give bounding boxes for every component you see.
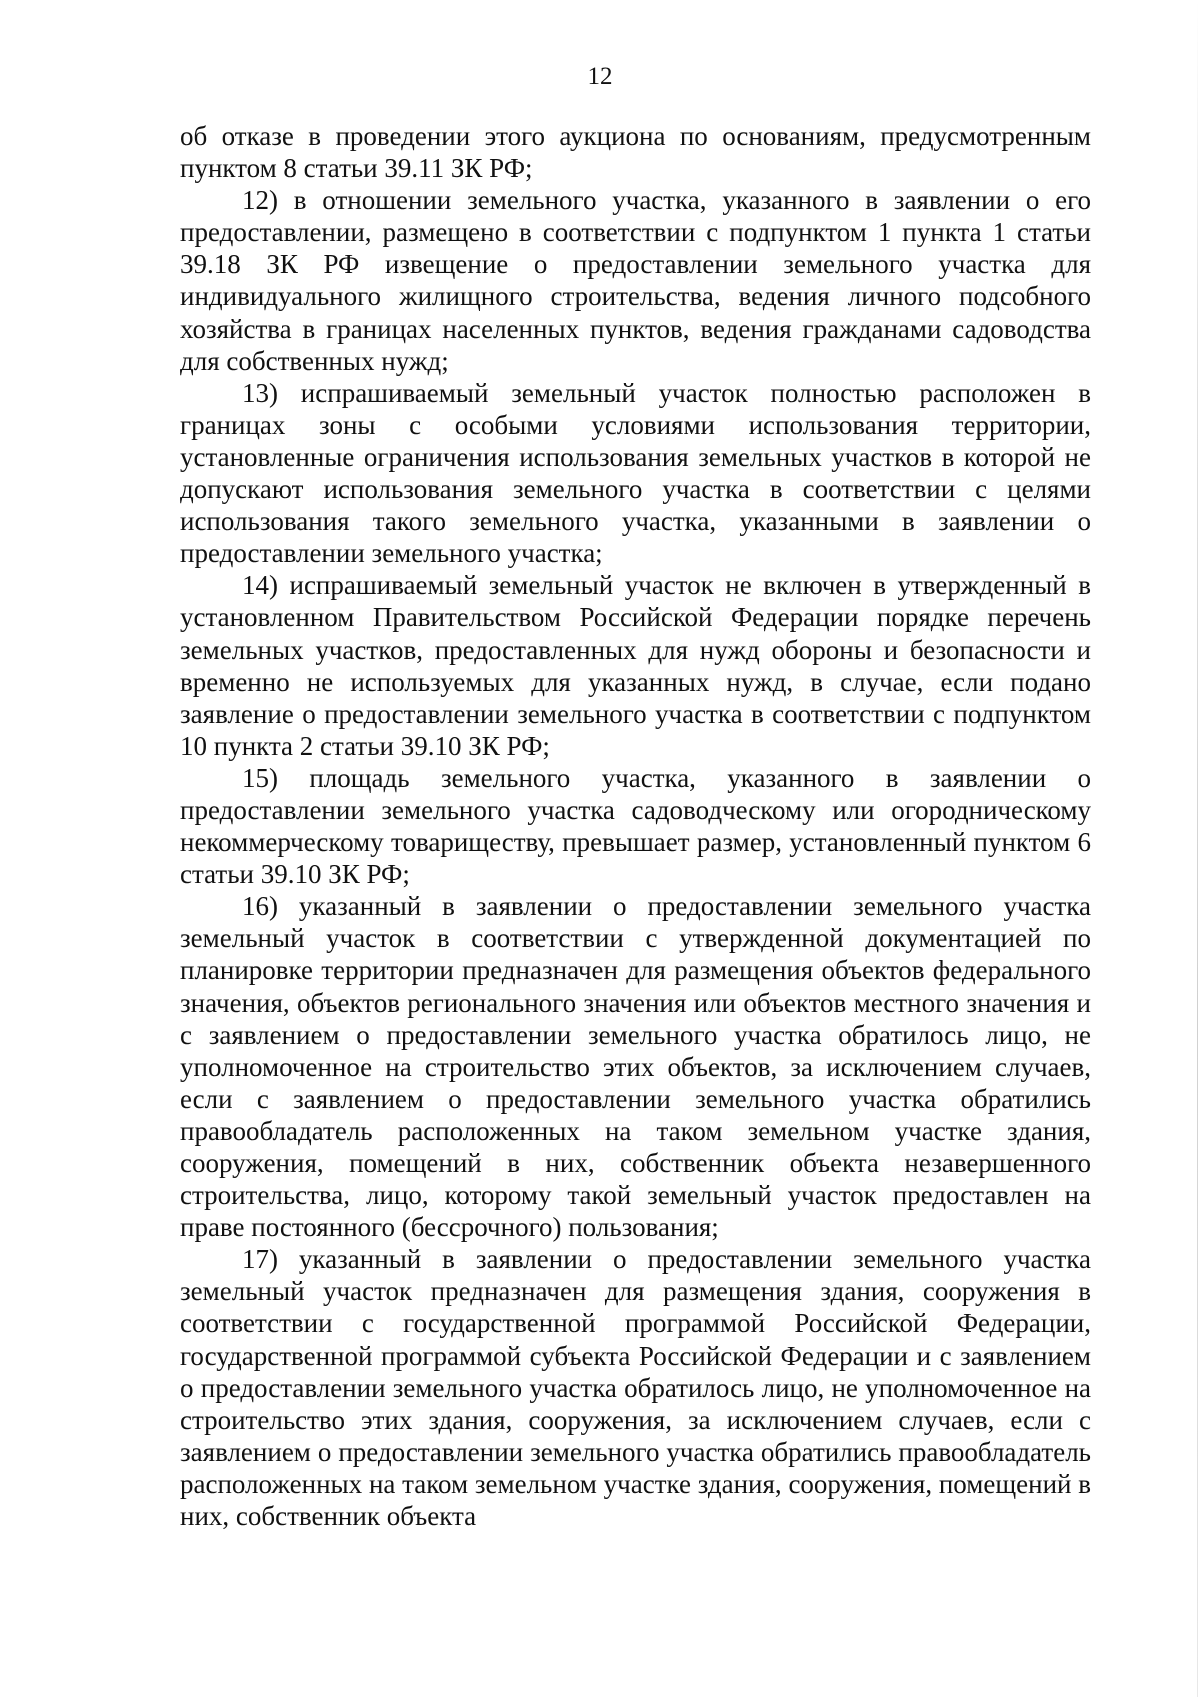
scan-edge-divider [1197,0,1198,1697]
paragraph-item-13: 13) испрашиваемый земельный участок полностью расположен в границах зоны с особыми условиями использования территории, установленные ограничения использования земельных участков в которой не допускают использования земельного участка в соответствии с целями использования такого земельного участка, указанными в заявлении о предоставлении земельного участка; [180,377,1091,569]
paragraph-continuation: об отказе в проведении этого аукциона по основаниям, предусмотренным пунктом 8 статьи 39.11 ЗК РФ; [180,121,1091,184]
page-number: 12 [587,63,613,90]
document-body [180,120,1091,1532]
paragraph-item-16: 16) указанный в заявлении о предоставлении земельного участка земельный участок в соответствии с утвержденной документацией по планировке территории предназначен для размещения объектов федерального значения, объектов регионального значения или объектов местного значения и с заявлением о предоставлении земельного участка обратилось лицо, не уполномоченное на строительство этих объектов, за исключением случаев, если с заявлением о предоставлении земельного участка обратились правообладатель расположенных на таком земельном участке здания, сооружения, помещений в них, собственник объекта незавершенного строительства, лицо, которому такой земельный участок предоставлен на праве постоянного (бессрочного) пользования; [180,891,1091,1243]
paragraph-item-15: 15) площадь земельного участка, указанного в заявлении о предоставлении земельного участка садоводческому или огородническому некоммерческому товариществу, превышает размер, установленный пунктом 6 статьи 39.10 ЗК РФ; [180,762,1091,890]
paragraph-item-14: 14) испрашиваемый земельный участок не включен в утвержденный в установленном Правительством Российской Федерации порядке перечень земельных участков, предоставленных для нужд обороны и безопасности и временно не используемых для указанных нужд, в случае, если подано заявление о предоставлении земельного участка в соответствии с подпунктом 10 пункта 2 статьи 39.10 ЗК РФ; [180,570,1091,761]
paragraph-item-17: 17) указанный в заявлении о предоставлении земельного участка земельный участок предназначен для размещения здания, сооружения в соответствии с государственной программой Российской Федерации, государственной программой субъекта Российской Федерации и с заявлением о предоставлении земельного участка обратилось лицо, не уполномоченное на строительство этих здания, сооружения, за исключением случаев, если с заявлением о предоставлении земельного участка обратились правообладатель расположенных на таком земельном участке здания, сооружения, помещений в них, собственник объекта [180,1244,1091,1532]
paragraph-item-12: 12) в отношении земельного участка, указанного в заявлении о его предоставлении, размещено в соответствии с подпунктом 1 пункта 1 статьи 39.18 ЗК РФ извещение о предоставлении земельного участка для индивидуального жилищного строительства, ведения личного подсобного хозяйства в границах населенных пунктов, ведения гражданами садоводства для собственных нужд; [180,185,1091,376]
